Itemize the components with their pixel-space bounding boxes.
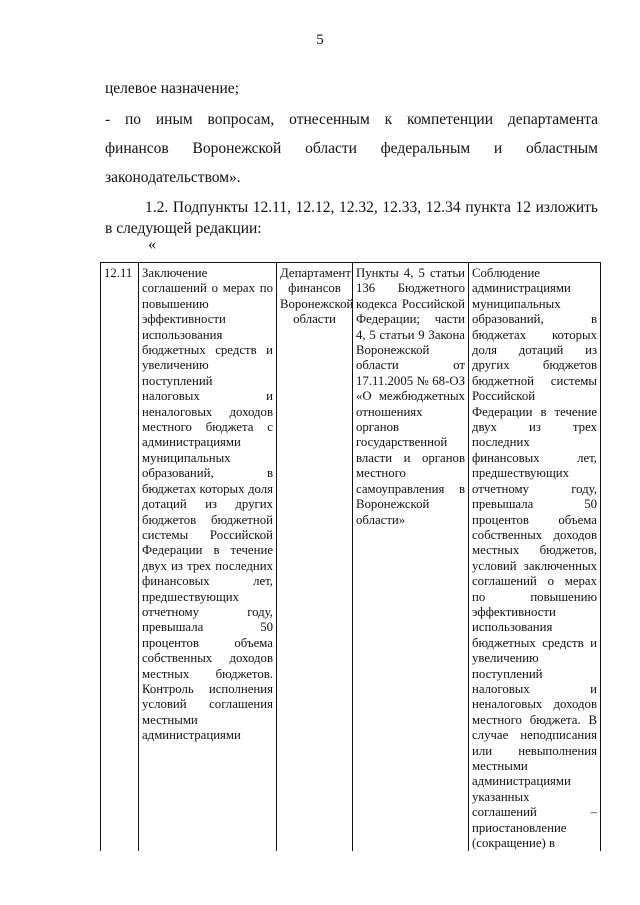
item-number: 12.11 (104, 266, 133, 280)
subject-text: Заключение соглашений о мерах по повышению эффективности использования бюджетных средств и увеличению поступлений налоговых и неналоговых доходов местного бюджета с администрациями муниципальных образований, в бюджетах которых доля дотаций из других бюджетов бюджетной системы Российской Федерации в течение двух из трех последних финансовых лет, предшествующих отчетному году, превышала 50 процентов объема собственных доходов местных бюджетов. Контроль исполнения условий соглашения местными администрациями (142, 266, 273, 743)
department-cell (277, 263, 353, 852)
item-number-cell (101, 263, 139, 852)
text-line: финансов Воронежской области федеральным и областным (105, 140, 598, 157)
page-number: 5 (316, 32, 324, 48)
amendment-paragraph: 1.2. Подпункты 12.11, 12.12, 12.32, 12.33, 12.34 пункта 12 изложить (145, 199, 598, 216)
legal-basis-cell (353, 263, 469, 852)
criteria-text: Соблюдение администрациями муниципальных образований, в бюджетах которых доля дотаций из других бюджетов бюджетной системы Российской Федерации в течение двух из трех последних финансовых лет, предшествующих отчетному году, превышала 50 процентов объема собственных доходов местных бюджетов, условий заключенных соглашений о мерах по повышению эффективности использования бюджетных средств и увеличению поступлений налоговых и неналоговых доходов местного бюджета. В случае неподписания или невыполнения местными администрациями указанных соглашений – приостановление (сокращение) в (472, 266, 597, 851)
criteria-cell (469, 263, 601, 852)
text-line: законодательством». (105, 169, 241, 186)
department-text: Департамент финансов Воронежской области (280, 266, 354, 327)
text-line: в следующей редакции: (105, 220, 262, 237)
amendment-table (100, 262, 601, 851)
opening-quote: « (148, 236, 156, 253)
text-line: целевое назначение; (105, 80, 239, 97)
subject-cell (139, 263, 277, 852)
table-row (101, 263, 601, 852)
legal-basis-text: Пункты 4, 5 статьи 136 Бюджетного кодекса Российской Федерации; части 4, 5 статьи 9 Закона Воронежской области от 17.11.2005 № 68-ОЗ «О межбюджетных отношениях органов государственной власти и органов местного самоуправления в Воронежской области» (356, 266, 465, 527)
text-line: - по иным вопросам, отнесенным к компетенции департамента (105, 111, 598, 128)
